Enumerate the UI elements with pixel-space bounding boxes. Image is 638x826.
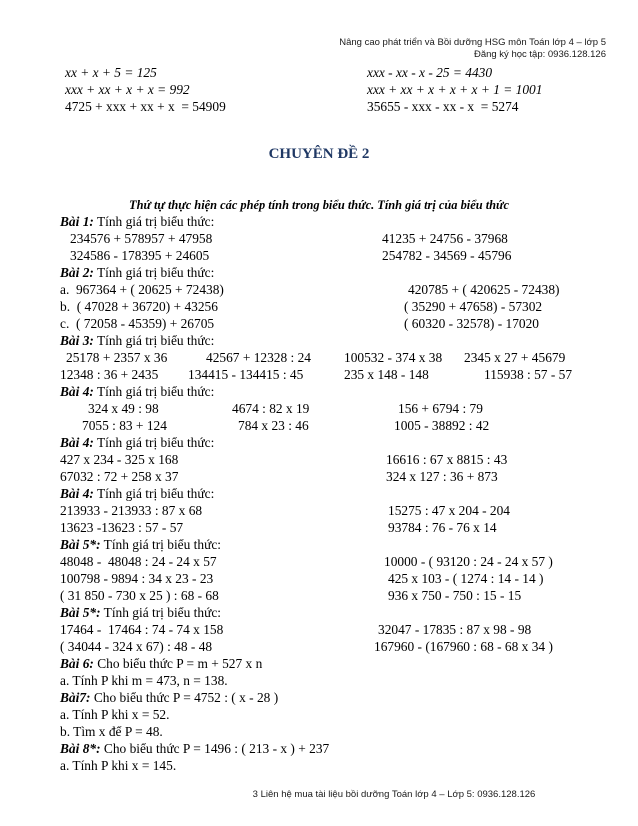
expression: ( 35290 + 47658) - 57302 bbox=[404, 299, 543, 314]
sub-question: a. Tính P khi x = 145. bbox=[60, 758, 177, 773]
exercise-heading bbox=[60, 536, 221, 553]
expression: b. ( 47028 + 36720) + 43256 bbox=[60, 299, 218, 314]
expression: a. 967364 + ( 20625 + 72438) bbox=[60, 282, 224, 297]
exercise-heading bbox=[60, 740, 329, 757]
sub-question: b. Tìm x để P = 48. bbox=[60, 724, 163, 739]
exercise-heading bbox=[60, 264, 214, 281]
expression: 13623 -13623 : 57 - 57 bbox=[60, 520, 184, 535]
exercise-instruction: Cho biểu thức P = m + 527 x n bbox=[93, 656, 263, 671]
expression: 235 x 148 - 148 bbox=[344, 367, 429, 382]
expression: 4674 : 82 x 19 bbox=[232, 401, 310, 416]
sub-question: a. Tính P khi m = 473, n = 138. bbox=[60, 673, 228, 688]
expression: 213933 - 213933 : 87 x 68 bbox=[60, 503, 203, 518]
exercise-label: Bài 4: bbox=[60, 486, 94, 501]
page-footer: 3 Liên hệ mua tài liệu bồi dưỡng Toán lớp 4 – Lớp 5: 0936.128.126 bbox=[252, 789, 536, 800]
expression: 16616 : 67 x 8815 : 43 bbox=[386, 452, 508, 467]
expression: ( 60320 - 32578) - 17020 bbox=[404, 316, 540, 331]
exercise-label: Bài 5*: bbox=[60, 537, 101, 552]
expression: 115938 : 57 - 57 bbox=[484, 367, 573, 382]
exercise-instruction: Tính giá trị biểu thức: bbox=[93, 333, 215, 348]
exercise-heading bbox=[60, 383, 214, 400]
exercise-label: Bài 4: bbox=[60, 435, 94, 450]
expression: 25178 + 2357 x 36 bbox=[66, 350, 168, 365]
expression: 324586 - 178395 + 24605 bbox=[70, 248, 210, 263]
exercise-heading bbox=[60, 434, 214, 451]
sub-question: a. Tính P khi x = 52. bbox=[60, 707, 170, 722]
exercise-instruction: Tính giá trị biểu thức: bbox=[100, 537, 221, 552]
exercise-heading bbox=[60, 689, 278, 706]
equation: xxx + xx + x + x = 992 bbox=[65, 82, 190, 97]
expression: 254782 - 34569 - 45796 bbox=[382, 248, 512, 263]
exercise-instruction: Cho biểu thức P = 1496 : ( 213 - x ) + 237 bbox=[100, 741, 330, 756]
exercise-label: Bài 5*: bbox=[60, 605, 101, 620]
equation: 35655 - xxx - xx - x = 5274 bbox=[367, 99, 519, 114]
expression: 936 x 750 - 750 : 15 - 15 bbox=[388, 588, 522, 603]
expression: ( 34044 - 324 x 67) : 48 - 48 bbox=[60, 639, 213, 654]
equation: 4725 + xxx + xx + x = 54909 bbox=[65, 99, 226, 114]
exercise-label: Bài 2: bbox=[60, 265, 94, 280]
expression: 15275 : 47 x 204 - 204 bbox=[388, 503, 510, 518]
expression: 42567 + 12328 : 24 bbox=[206, 350, 312, 365]
expression: ( 31 850 - 730 x 25 ) : 68 - 68 bbox=[60, 588, 219, 603]
exercise-heading bbox=[60, 604, 221, 621]
section-subtitle: Thứ tự thực hiện các phép tính trong biểu thức. Tính giá trị của biểu thức bbox=[129, 198, 509, 212]
exercise-instruction: Tính giá trị biểu thức: bbox=[93, 214, 215, 229]
expression: 41235 + 24756 - 37968 bbox=[382, 231, 508, 246]
header-line-2: Đăng ký học tập: 0936.128.126 bbox=[473, 49, 606, 60]
exercise-label: Bài 4: bbox=[60, 384, 94, 399]
expression: 10000 - ( 93120 : 24 - 24 x 57 ) bbox=[384, 554, 553, 569]
exercise-heading bbox=[60, 213, 214, 230]
exercise-label: Bài 3: bbox=[60, 333, 94, 348]
section-title: CHUYÊN ĐỀ 2 bbox=[268, 146, 370, 162]
exercise-instruction: Tính giá trị biểu thức: bbox=[93, 265, 215, 280]
expression: 784 x 23 : 46 bbox=[238, 418, 309, 433]
expression: 1005 - 38892 : 42 bbox=[394, 418, 490, 433]
exercise-instruction: Tính giá trị biểu thức: bbox=[93, 435, 215, 450]
expression: 2345 x 27 + 45679 bbox=[464, 350, 566, 365]
exercise-instruction: Tính giá trị biểu thức: bbox=[100, 605, 221, 620]
expression: 134415 - 134415 : 45 bbox=[188, 367, 304, 382]
expression: 32047 - 17835 : 87 x 98 - 98 bbox=[378, 622, 532, 637]
expression: 17464 - 17464 : 74 - 74 x 158 bbox=[60, 622, 224, 637]
equation: xx + x + 5 = 125 bbox=[65, 65, 157, 80]
expression: 93784 : 76 - 76 x 14 bbox=[388, 520, 497, 535]
exercise-heading bbox=[60, 485, 214, 502]
expression: 234576 + 578957 + 47958 bbox=[70, 231, 213, 246]
expression: 100798 - 9894 : 34 x 23 - 23 bbox=[60, 571, 214, 586]
exercise-label: Bài 1: bbox=[60, 214, 94, 229]
exercise-label: Bài 6: bbox=[60, 656, 94, 671]
exercise-instruction: Tính giá trị biểu thức: bbox=[93, 486, 215, 501]
exercise-instruction: Tính giá trị biểu thức: bbox=[93, 384, 215, 399]
exercise-label: Bài 8*: bbox=[60, 741, 101, 756]
expression: 167960 - (167960 : 68 - 68 x 34 ) bbox=[374, 639, 553, 654]
expression: 425 x 103 - ( 1274 : 14 - 14 ) bbox=[388, 571, 544, 586]
exercise-heading bbox=[60, 655, 262, 672]
expression: 427 x 234 - 325 x 168 bbox=[60, 452, 179, 467]
header-line-1: Nâng cao phát triển và Bồi dưỡng HSG môn Toán lớp 4 – lớp 5 bbox=[339, 37, 606, 48]
expression: 12348 : 36 + 2435 bbox=[60, 367, 159, 382]
equation: xxx - xx - x - 25 = 4430 bbox=[367, 65, 493, 80]
expression: 48048 - 48048 : 24 - 24 x 57 bbox=[60, 554, 217, 569]
exercise-heading bbox=[60, 332, 214, 349]
expression: 324 x 49 : 98 bbox=[88, 401, 159, 416]
expression: 7055 : 83 + 124 bbox=[82, 418, 167, 433]
expression: c. ( 72058 - 45359) + 26705 bbox=[60, 316, 215, 331]
expression: 156 + 6794 : 79 bbox=[398, 401, 483, 416]
expression: 420785 + ( 420625 - 72438) bbox=[408, 282, 560, 297]
expression: 67032 : 72 + 258 x 37 bbox=[60, 469, 179, 484]
equation: xxx + xx + x + x + x + 1 = 1001 bbox=[367, 82, 543, 97]
exercise-instruction: Cho biểu thức P = 4752 : ( x - 28 ) bbox=[90, 690, 279, 705]
expression: 324 x 127 : 36 + 873 bbox=[386, 469, 498, 484]
exercise-label: Bài7: bbox=[60, 690, 91, 705]
page-header bbox=[339, 37, 606, 61]
expression: 100532 - 374 x 38 bbox=[344, 350, 443, 365]
